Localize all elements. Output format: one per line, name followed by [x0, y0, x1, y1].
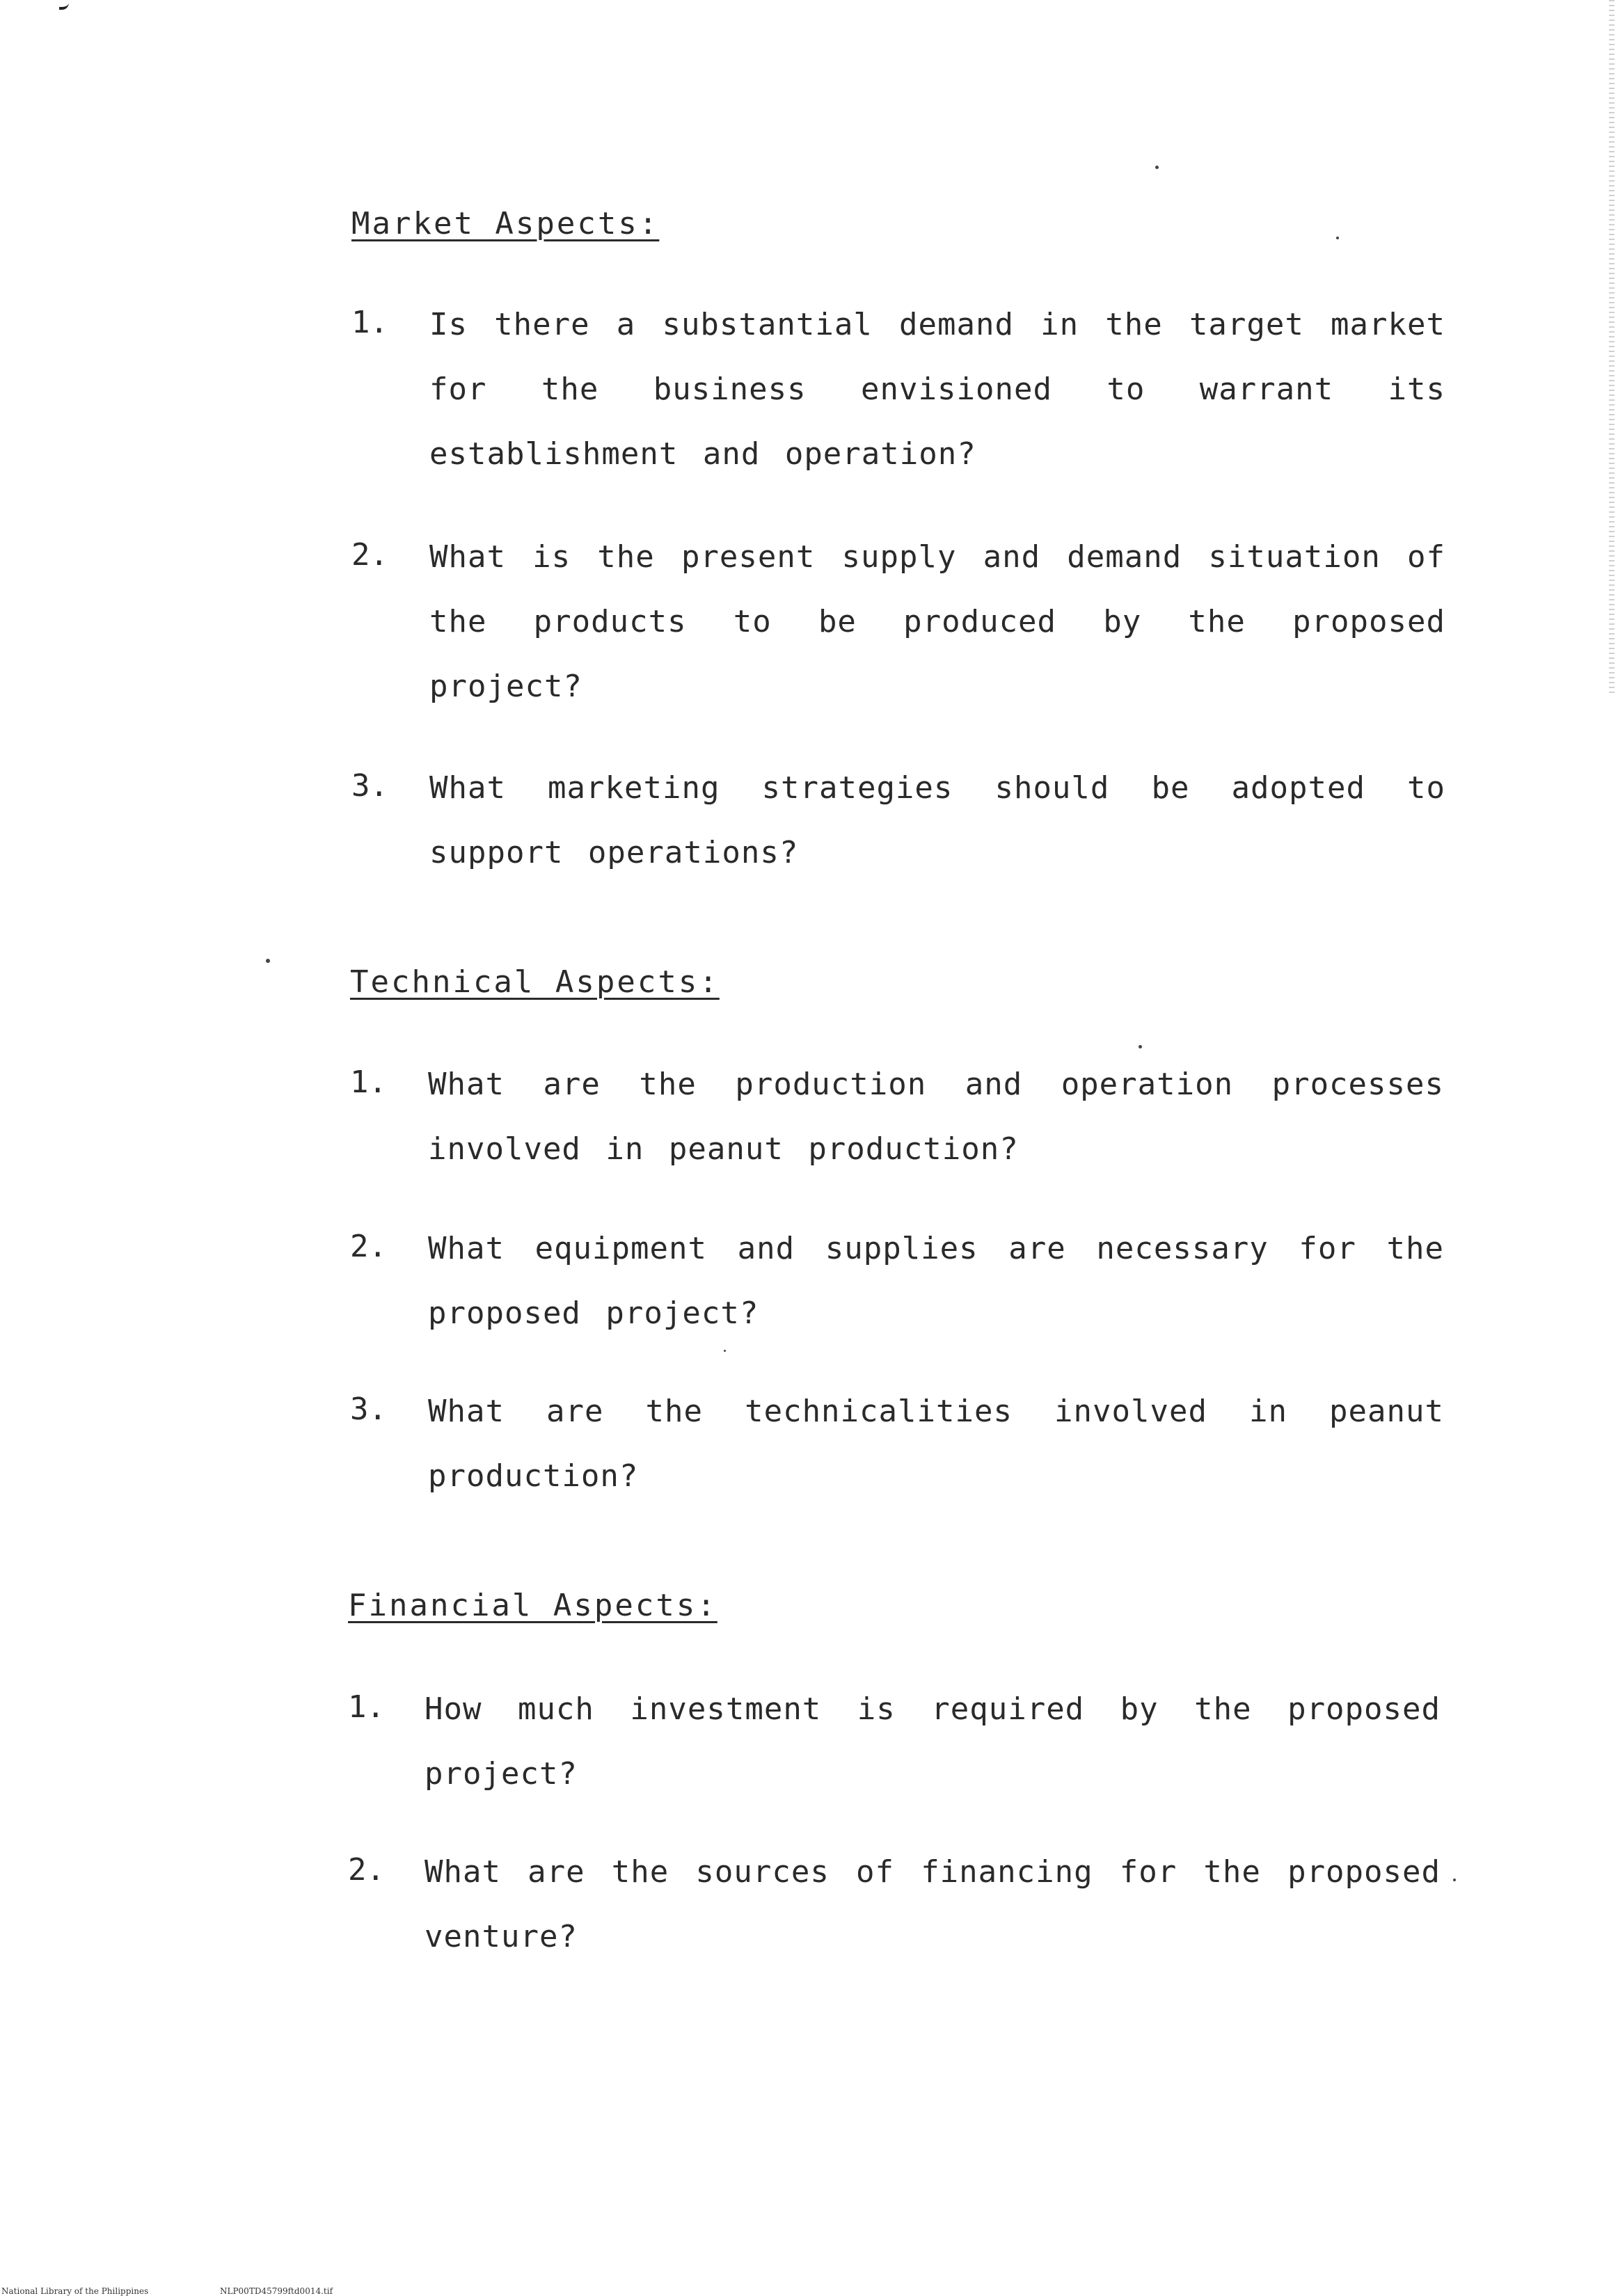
item-number: 3. [350, 1392, 387, 1427]
scan-speck [1139, 1045, 1142, 1049]
footer-filename: NLP00TD45799ftd0014.tif [220, 2286, 333, 2296]
scan-speck [1453, 1879, 1456, 1881]
item-text: What marketing strategies should be adopted to support operations? [429, 770, 1445, 870]
item-text: What is the present supply and demand situation of the products to be produced by the proposed project? [429, 539, 1445, 704]
item-text: What are the sources of financing for the proposed venture? [425, 1854, 1441, 1954]
item-number: 3. [351, 768, 388, 804]
scan-edge-mark [1609, 0, 1615, 696]
item-number: 2. [350, 1229, 387, 1264]
scan-speck [266, 959, 270, 963]
item-text: What are the technicalities involved in peanut production? [428, 1394, 1444, 1494]
item-text: What are the production and operation processes involved in peanut production? [428, 1067, 1444, 1167]
item-number: 1. [348, 1689, 385, 1725]
item-text: What equipment and supplies are necessary for the proposed project? [428, 1231, 1444, 1331]
item-number: 1. [351, 305, 388, 340]
scan-speck [1155, 166, 1159, 169]
item-text: Is there a substantial demand in the target market for the business envisioned to warrant its establishment and operation? [429, 307, 1445, 472]
scan-speck [1336, 237, 1339, 239]
item-text: How much investment is required by the proposed project? [425, 1691, 1441, 1792]
section-heading: Financial Aspects: [348, 1588, 717, 1623]
scan-corner-mark [59, 0, 69, 10]
scan-speck [724, 1350, 726, 1352]
item-number: 1. [350, 1065, 387, 1100]
item-number: 2. [351, 537, 388, 573]
footer-library: National Library of the Philippines [1, 2286, 149, 2296]
section-heading: Market Aspects: [351, 206, 660, 241]
item-number: 2. [348, 1852, 385, 1888]
section-heading: Technical Aspects: [350, 964, 720, 1000]
